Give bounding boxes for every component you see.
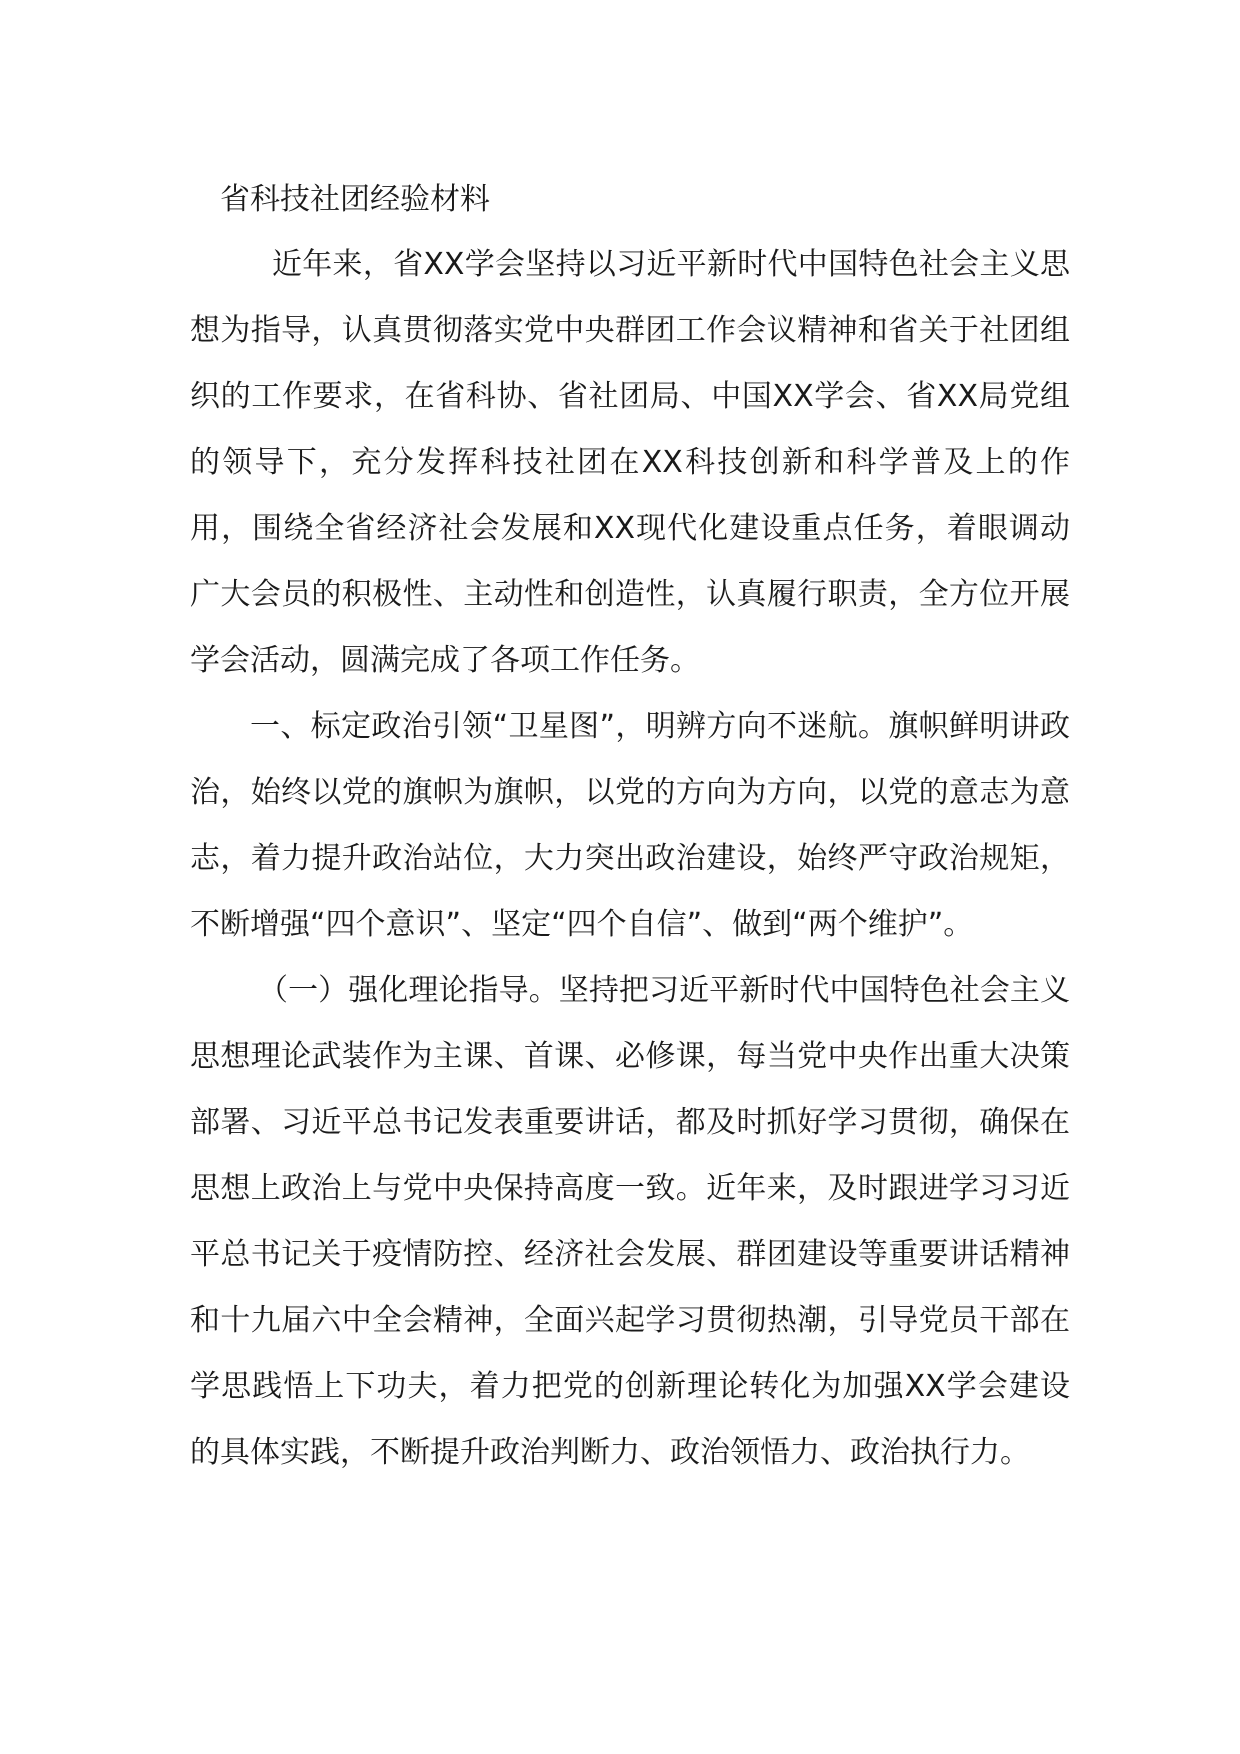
document-body: [190, 232, 1070, 1486]
paragraph-intro: 近年来，省XX学会坚持以习近平新时代中国特色社会主义思想为指导，认真贯彻落实党中央群团工作会议精神和省关于社团组织的工作要求，在省科协、省社团局、中国XX学会、省XX局党组的领导下，充分发挥科技社团在XX科技创新和科学普及上的作用，围绕全省经济社会发展和XX现代化建设重点任务，着眼调动广大会员的积极性、主动性和创造性，认真履行职责，全方位开展学会活动，圆满完成了各项工作任务。: [190, 247, 1070, 678]
paragraph-subsection-one: （一）强化理论指导。坚持把习近平新时代中国特色社会主义思想理论武装作为主课、首课、必修课，每当党中央作出重大决策部署、习近平总书记发表重要讲话，都及时抓好学习贯彻，确保在思想上政治上与党中央保持高度一致。近年来，及时跟进学习习近平总书记关于疫情防控、经济社会发展、群团建设等重要讲话精神和十九届六中全会精神，全面兴起学习贯彻热潮，引导党员干部在学思践悟上下功夫，着力把党的创新理论转化为加强XX学会建设的具体实践，不断提升政治判断力、政治领悟力、政治执行力。: [190, 973, 1070, 1470]
document-title: 省科技社团经验材料: [220, 182, 490, 217]
paragraph-section-one: 一、标定政治引领“卫星图”，明辨方向不迷航。旗帜鲜明讲政治，始终以党的旗帜为旗帜，以党的方向为方向，以党的意志为意志，着力提升政治站位，大力突出政治建设，始终严守政治规矩，不断增强“四个意识”、坚定“四个自信”、做到“两个维护”。: [190, 709, 1070, 942]
